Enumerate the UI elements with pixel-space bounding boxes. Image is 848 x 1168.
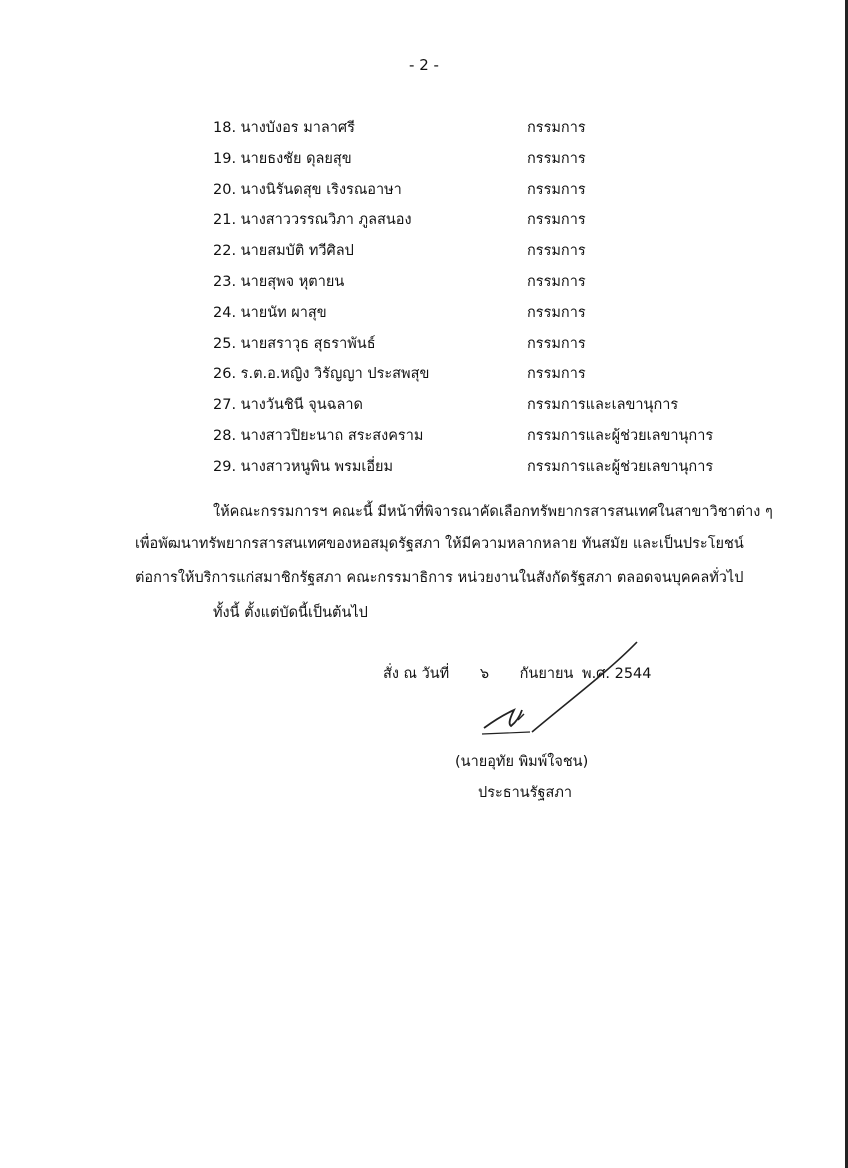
member-role: กรรมการ — [527, 304, 586, 321]
signatory-name: (นายอุทัย พิมพ์ใจชน) — [455, 754, 589, 770]
committee-member-row — [213, 299, 773, 330]
member-role: กรรมการ — [527, 181, 586, 198]
order-date-prefix: สั่ง ณ วันที่ — [383, 666, 450, 682]
committee-member-row — [213, 145, 773, 176]
effective-date-statement: ทั้งนี้ ตั้งแต่บัดนี้เป็นต้นไป — [213, 605, 368, 621]
body-paragraph-line-3: ต่อการให้บริการแก่สมาชิกรัฐสภา คณะกรรมาธิการ หน่วยงานในสังกัดรัฐสภา ตลอดจนบุคคลทั่วไป — [135, 570, 744, 586]
page-number: - 2 - — [409, 56, 439, 74]
member-name: 22. นายสมบัติ ทวีศิลป — [213, 243, 354, 260]
committee-member-list — [213, 114, 773, 484]
member-name: 26. ร.ต.อ.หญิง วิรัญญา ประสพสุข — [213, 366, 430, 383]
member-role: กรรมการ — [527, 120, 586, 136]
member-name: 23. นายสุพจ หุตายน — [213, 273, 345, 290]
member-name: 25. นายสราวุธ สุธราพันธ์ — [213, 335, 376, 352]
member-role: กรรมการ — [527, 212, 586, 229]
member-name: 24. นายนัท ผาสุข — [213, 304, 327, 321]
member-role: กรรมการและผู้ช่วยเลขานุการ — [527, 427, 714, 444]
member-name: 19. นายธงชัย ดุลยสุข — [213, 150, 352, 167]
member-name: 29. นางสาวหนูพิน พรมเอี่ยม — [213, 458, 394, 475]
member-name: 18. นางบังอร มาลาศรี — [213, 120, 355, 136]
committee-member-row — [213, 330, 773, 361]
member-name: 27. นางวันชินี จุนฉลาด — [213, 397, 363, 414]
order-date-month: กันยายน — [519, 666, 574, 682]
body-paragraph-line-1: ให้คณะกรรมการฯ คณะนี้ มีหน้าที่พิจารณาคัดเลือกทรัพยากรสารสนเทศในสาขาวิชาต่าง ๆ — [213, 504, 773, 520]
committee-member-row — [213, 268, 773, 299]
committee-member-row — [213, 176, 773, 207]
committee-member-row — [213, 237, 773, 268]
committee-member-row — [213, 453, 773, 484]
member-name: 20. นางนิรันดสุข เริงรณอาษา — [213, 181, 402, 198]
order-date-day: ๖ — [479, 666, 490, 682]
member-role: กรรมการ — [527, 150, 586, 167]
member-role: กรรมการ — [527, 335, 586, 352]
member-name: 28. นางสาวปิยะนาถ สระสงคราม — [213, 427, 424, 444]
committee-member-row — [213, 391, 773, 422]
committee-member-row — [213, 360, 773, 391]
member-role: กรรมการและเลขานุการ — [527, 397, 679, 414]
handwritten-signature — [470, 640, 650, 745]
member-role: กรรมการ — [527, 273, 586, 290]
committee-member-row — [213, 114, 773, 145]
member-role: กรรมการและผู้ช่วยเลขานุการ — [527, 458, 714, 475]
member-role: กรรมการ — [527, 366, 586, 383]
order-date-year: พ.ศ. 2544 — [582, 666, 652, 682]
committee-member-row — [213, 206, 773, 237]
body-paragraph-line-2: เพื่อพัฒนาทรัพยากรสารสนเทศของหอสมุดรัฐสภา ให้มีความหลากหลาย ทันสมัย และเป็นประโยชน์ — [135, 536, 744, 552]
member-role: กรรมการ — [527, 243, 586, 260]
committee-member-row — [213, 422, 773, 453]
member-name: 21. นางสาววรรณวิภา ภูลสนอง — [213, 212, 412, 229]
signatory-title: ประธานรัฐสภา — [478, 785, 573, 801]
